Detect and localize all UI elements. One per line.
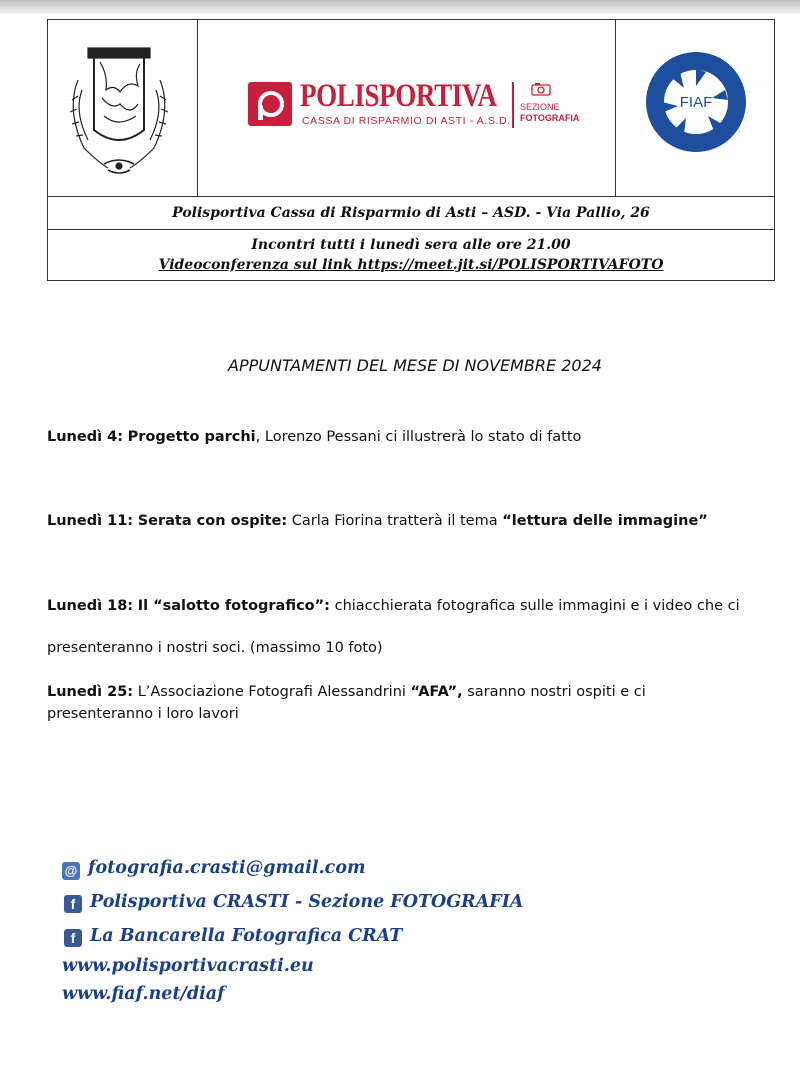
contact-facebook-group[interactable] (64, 926, 402, 947)
city-crest-icon (48, 20, 197, 196)
event-item (47, 426, 787, 448)
event-text: Carla Fiorina tratterà il tema (287, 513, 503, 529)
logo-subtitle: CASSA DI RISPARMIO DI ASTI - A.S.D. (302, 115, 511, 127)
camera-icon (531, 82, 551, 96)
contact-email-text: fotografia.crasti@gmail.com (88, 858, 366, 878)
contact-facebook-group-text: La Bancarella Fotografica CRAT (90, 926, 403, 946)
polisportiva-logo (198, 20, 616, 196)
fiaf-aperture-icon (644, 50, 748, 154)
event-day: Lunedì 18: (47, 598, 134, 614)
event-item (47, 595, 787, 617)
contact-website[interactable]: www.polisportivacrasti.eu (62, 956, 314, 976)
event-item (47, 510, 787, 532)
contact-facebook-page-text: Polisportiva CRASTI - Sezione FOTOGRAFIA (90, 892, 524, 912)
facebook-icon: f (64, 929, 82, 947)
event-text-continued: presenteranno i loro lavori (47, 706, 239, 722)
event-text-after: saranno nostri ospiti e ci (462, 684, 646, 700)
event-text: , Lorenzo Pessani ci illustrerà lo stato di fatto (255, 429, 582, 445)
fiaf-label: FIAF (679, 94, 713, 111)
videoconference-link[interactable]: Videoconferenza sul link https://meet.jit.si/POLISPORTIVAFOTO (158, 257, 664, 273)
page-title: APPUNTAMENTI DEL MESE DI NOVEMBRE 2024 (228, 356, 602, 375)
event-title: Il “salotto fotografico”: (137, 598, 330, 614)
top-shadow-bar (0, 0, 800, 14)
event-text: chiacchierata fotografica sulle immagini e i video che ci (329, 598, 740, 614)
letterhead-logos-row (48, 20, 774, 197)
fiaf-logo-cell (616, 20, 774, 196)
email-icon: @ (62, 862, 80, 880)
event-title: Serata con ospite: (137, 513, 288, 529)
event-text-continued: presenteranno i nostri soci. (massimo 10 foto) (47, 640, 383, 656)
logo-title: POLISPORTIVA (300, 78, 497, 114)
contact-facebook-page[interactable] (64, 892, 523, 913)
event-day: Lunedì 4: (47, 429, 124, 445)
crest-cell (48, 20, 198, 196)
logo-section-line1: SEZIONE (520, 102, 560, 112)
letterhead-table (47, 19, 775, 281)
logo-section (520, 102, 580, 124)
event-highlight: “lettura delle immagine” (502, 513, 708, 529)
polisportiva-mark-icon (248, 82, 292, 126)
event-highlight: “AFA”, (410, 684, 463, 700)
logo-divider (512, 82, 514, 128)
contact-email[interactable] (62, 858, 366, 880)
event-day: Lunedì 11: (47, 513, 134, 529)
meeting-info: Incontri tutti i lunedì sera alle ore 21.00 (251, 237, 571, 253)
contact-website-fiaf[interactable]: www.fiaf.net/diaf (62, 984, 225, 1004)
event-text: L’Associazione Fotografi Alessandrini (133, 684, 411, 700)
event-day: Lunedì 25: (47, 684, 134, 700)
meeting-row (48, 230, 774, 280)
event-title: Progetto parchi (127, 429, 256, 445)
logo-section-line2: FOTOGRAFIA (520, 113, 580, 123)
event-item (47, 681, 787, 725)
facebook-icon: f (64, 895, 82, 913)
address-row: Polisportiva Cassa di Risparmio di Asti – ASD. - Via Pallio, 26 (48, 197, 774, 230)
